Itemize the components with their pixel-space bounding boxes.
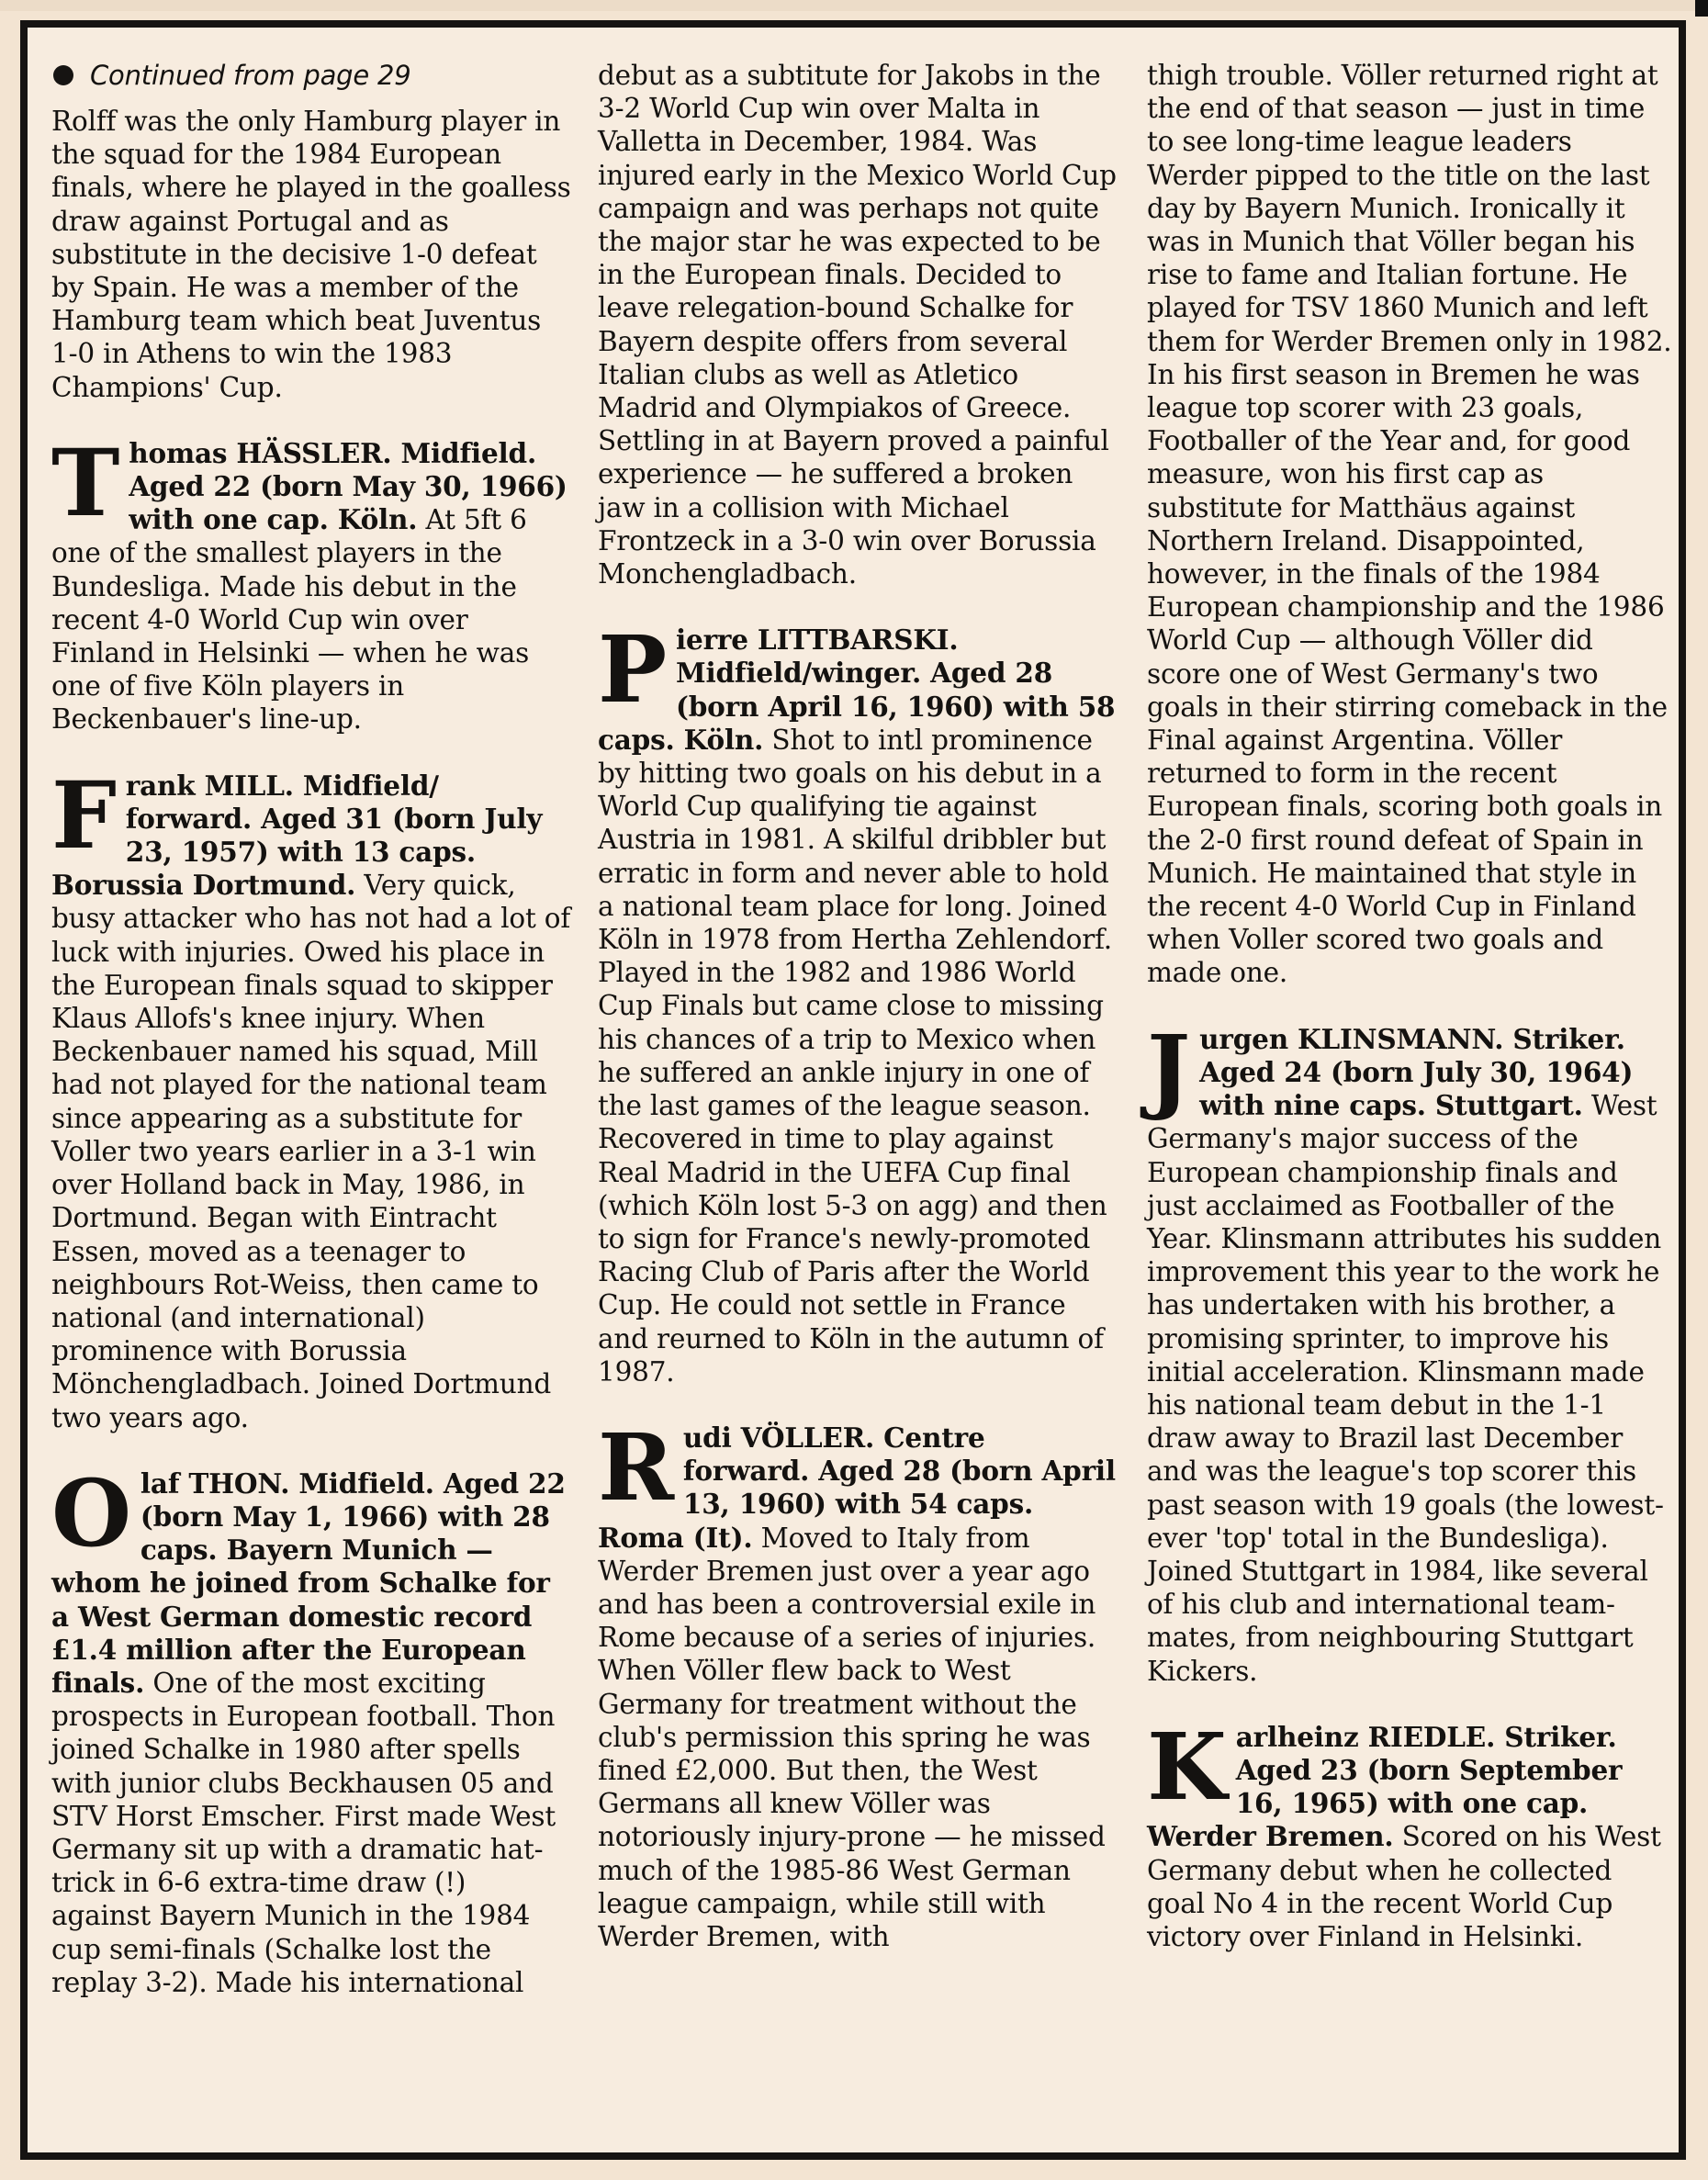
player-lead-riedle: arlheinz RIEDLE. Striker. Aged 23 (born September 16, 1965) with one cap. Werder Bremen. (1147, 1720, 1623, 1853)
bullet-icon (53, 65, 73, 85)
player-lead-littbarski: ierre LITTBARSKI. Midfield/winger. Aged 28 (born April 16, 1960) with 58 caps. Köln. (598, 624, 1116, 756)
thon-continued: debut as a subtitute for Jakobs in the 3-2 World Cup win over Malta in Valletta in December, 1984. Was injured early in the Mexico World Cup campaign and was perhaps not quite the major star he was expected to be in the European finals. Decided to leave relegation-bound Schalke for Bayern despite offers from several Italian clubs as well as Atletico Madrid and Olympiakos of Greece. Settling in at Bayern proved a painful experience — he suffered a broken jaw in a collision with Michael Frontzeck in a 3-0 win over Borussia Monchengladbach. (598, 60, 1117, 590)
player-body-riedle: Scored on his West Germany debut when he collected goal No 4 in the recent World Cup victory over Finland in Helsinki. (1147, 1821, 1661, 1952)
continued-line (51, 59, 571, 92)
player-body-voller: Moved to Italy from Werder Bremen just over a year ago and has been a controversial exile in Rome because of a series of injuries. When Völler flew back to West Germany for treatment without the club's permission this spring he was fined £2,000. But then, the West Germans all knew Völler was notoriously injury-prone — he missed much of the 1985-86 West German league campaign, while still with Werder Bremen, with (598, 1522, 1106, 1952)
corner-mark (1695, 0, 1708, 17)
player-entry-thon (51, 1458, 571, 1999)
dropcap-riedle: K (1147, 1712, 1227, 1821)
voller-continued: thigh trouble. Völler returned right at the end of that season — just in time to see long-time league leaders Werder pipped to the title on the last day by Bayern Munich. Ironically it was in Munich that Völler began his rise to fame and Italian fortune. He played for TSV 1860 Munich and left them for Werder Bremen only in 1982. In his first season in Bremen he was league top scorer with 23 goals, Footballer of the Year and, for good measure, won his first cap as substitute for Matthäus against Northern Ireland. Disappointed, however, in the finals of the 1984 European championship and the 1986 World Cup — although Völler did score one of West Germany's two goals in their stirring comeback in the Final against Argentina. Völler returned to form in the recent European finals, scoring both goals in the 2-0 first round defeat of Spain in Munich. He maintained that style in the recent 4-0 World Cup in Finland when Voller scored two goals and made one. (1147, 60, 1672, 989)
player-body-klinsmann: West Germany's major success of the European championship finals and just acclaimed as Footballer of the Year. Klinsmann attributes his sudden improvement this year to the work he has undertaken with his brother, a promising sprinter, to improve his initial acceleration. Klinsmann made his national team debut in the 1-1 draw away to Brazil last December and was the league's top scorer this past season with 19 goals (the lowest-ever 'top' total in the Bundesliga). Joined Stuttgart in 1984, like several of his club and international team-mates, from neighbouring Stuttgart Kickers. (1147, 1090, 1664, 1687)
continued-text: Continued from page 29 (90, 60, 411, 91)
player-entry-voller (598, 1412, 1118, 1953)
article-frame (20, 20, 1686, 2160)
player-body-hassler: At 5ft 6 one of the smallest players in the Bundesliga. Made his debut in the recent 4-0 World Cup win over Finland in Helsinki — when he was one of five Köln players in Beckenbauer's line-up. (51, 504, 530, 736)
player-lead-klinsmann: urgen KLINSMANN. Striker. Aged 24 (born July 30, 1964) with nine caps. Stuttgart. (1199, 1022, 1634, 1122)
player-entry-mill (51, 760, 571, 1434)
rolff-paragraph: Rolff was the only Hamburg player in the squad for the 1984 European finals, where he played in the goalless draw against Portugal and as substitute in the decisive 1-0 defeat by Spain. He was a member of the Hamburg team which beat Juventus 1-0 in Athens to win the 1983 Champions' Cup. (51, 106, 571, 403)
column-1 (51, 59, 571, 1999)
player-entry-riedle (1147, 1712, 1672, 1953)
dropcap-klinsmann: J (1147, 1014, 1191, 1123)
column-2 (598, 59, 1118, 1953)
player-lead-hassler: homas HÄSSLER. Midfield. Aged 22 (born May 30, 1966) with one cap. Köln. (129, 436, 567, 536)
player-lead-voller: udi VÖLLER. Centre forward. Aged 28 (born April 13, 1960) with 54 caps. Roma (It). (598, 1421, 1116, 1554)
column-3 (1147, 59, 1672, 1953)
player-body-littbarski: Shot to intl prominence by hitting two goals on his debut in a World Cup qualifying tie against Austria in 1981. A skilful dribbler but erratic in form and never able to hold a national team place for long. Joined Köln in 1978 from Hertha Zehlendorf. Played in the 1982 and 1986 World Cup Finals but came close to missing his chances of a trip to Mexico when he suffered an ankle injury in one of the last games of the league season. Recovered in time to play against Real Madrid in the UEFA Cup final (which Köln lost 5-3 on agg) and then to sign for France's newly-promoted Racing Club of Paris after the World Cup. He could not settle in France and reurned to Köln in the autumn of 1987. (598, 724, 1112, 1388)
dropcap-littbarski: P (598, 615, 667, 725)
page-top-edge (0, 0, 1708, 11)
player-entry-klinsmann (1147, 1014, 1672, 1688)
player-body-thon: One of the most exciting prospects in European football. Thon joined Schalke in 1980 after spells with junior clubs Beckhausen 05 and STV Horst Emscher. First made West Germany sit up with a dramatic hat-trick in 6-6 extra-time draw (!) against Bayern Munich in the 1984 cup semi-finals (Schalke lost the replay 3-2). Made his international (51, 1667, 556, 1998)
dropcap-hassler: T (51, 428, 120, 537)
player-lead-thon: laf THON. Midfield. Aged 22 (born May 1, 1966) with 28 caps. Bayern Munich — whom he joined from Schalke for a West German domestic record £1.4 million after the European finals. (51, 1466, 566, 1699)
player-entry-hassler (51, 428, 571, 736)
player-lead-mill: rank MILL. Midfield/ forward. Aged 31 (born July 23, 1957) with 13 caps. Borussia Dortmund. (51, 769, 543, 902)
dropcap-thon: O (51, 1458, 131, 1568)
dropcap-voller: R (598, 1412, 674, 1522)
dropcap-mill: F (51, 760, 117, 870)
player-entry-littbarski (598, 615, 1118, 1388)
player-body-mill: Very quick, busy attacker who has not had a lot of luck with injuries. Owed his place in the European finals squad to skipper Klaus Allofs's knee injury. When Beckenbauer named his squad, Mill had not played for the national team since appearing as a substitute for Voller two years earlier in a 3-1 win over Holland back in May, 1986, in Dortmund. Began with Eintracht Essen, moved as a teenager to neighbours Rot-Weiss, then came to national (and international) prominence with Borussia Mönchengladbach. Joined Dortmund two years ago. (51, 870, 571, 1433)
